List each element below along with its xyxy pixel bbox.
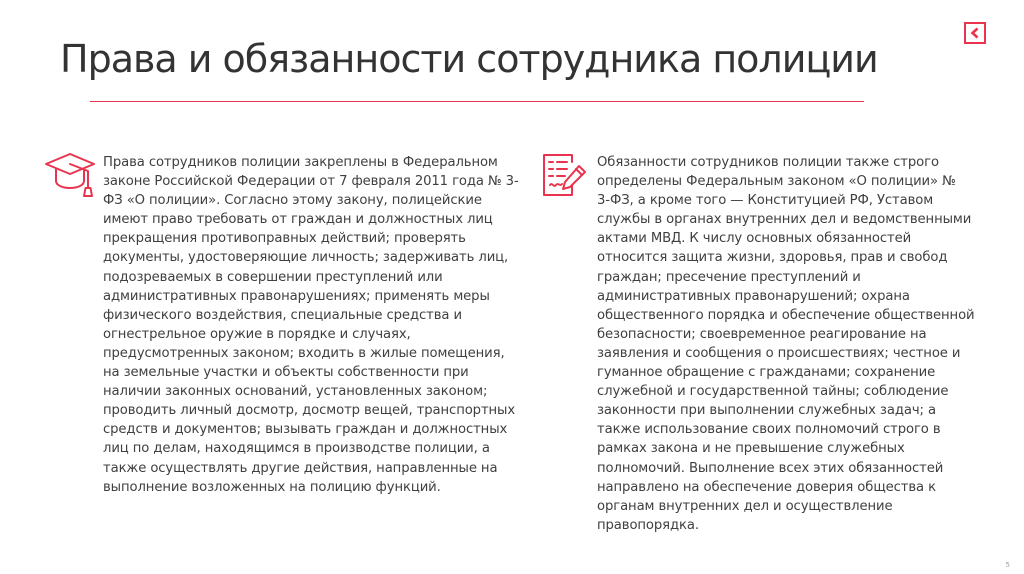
chevron-left-icon: [969, 27, 981, 39]
page-number: 5: [1005, 561, 1010, 569]
rights-paragraph: Права сотрудников полиции закреплены в Федеральном законе Российской Федерации от 7 февраля 2011 года № 3- ФЗ «О полиции». Согласно этому закону, полицейские имеют право требовать от граждан и должностных лиц прекращения противоправных действий; проверять документы, удостоверяющие личность; задерживать лиц, подозреваемых в совершении преступлений или административных правонарушениях; применять меры физического воздействия, специальные средства и огнестрельное оружие в порядке и случаях, предусмотренных законом; входить в жилые помещения, на земельные участки и объекты собственности при наличии законных оснований, установленных законом; проводить личный досмотр, досмотр вещей, транспортных средств и документов; вызывать граждан и должностных лиц по делам, находящимся в производстве полиции, а также осуществлять другие действия, направленные на выполнение возложенных на полицию функций.: [103, 155, 519, 495]
document-pen-icon: [541, 152, 589, 198]
slide-title: Права и обязанности сотрудника полиции: [60, 37, 878, 81]
title-underline: [90, 101, 864, 102]
back-nav-button[interactable]: [964, 22, 986, 44]
graduation-cap-icon: [42, 150, 98, 200]
duties-paragraph: Обязанности сотрудников полиции также строго определены Федеральным законом «О полиции» № 3-ФЗ, а кроме того — Конституцией РФ, Уставом службы в органах внутренних дел и ведомственными актами МВД. К числу основных обязанностей относится защита жизни, здоровья, прав и свобод граждан; пресечение преступлений и административных правонарушений; охрана общественного порядка и обеспечение общественной безопасности; своевременное реагирование на заявления и сообщения о происшествиях; честное и гуманное обращение с гражданами; сохранение служебной и государственной тайны; соблюдение законности при выполнении служебных задач; а также использование своих полномочий строго в рамках закона и не превышение служебных полномочий. Выполнение всех этих обязанностей направлено на обеспечение доверия общества к органам внутренних дел и осуществление правопорядка.: [597, 155, 975, 533]
